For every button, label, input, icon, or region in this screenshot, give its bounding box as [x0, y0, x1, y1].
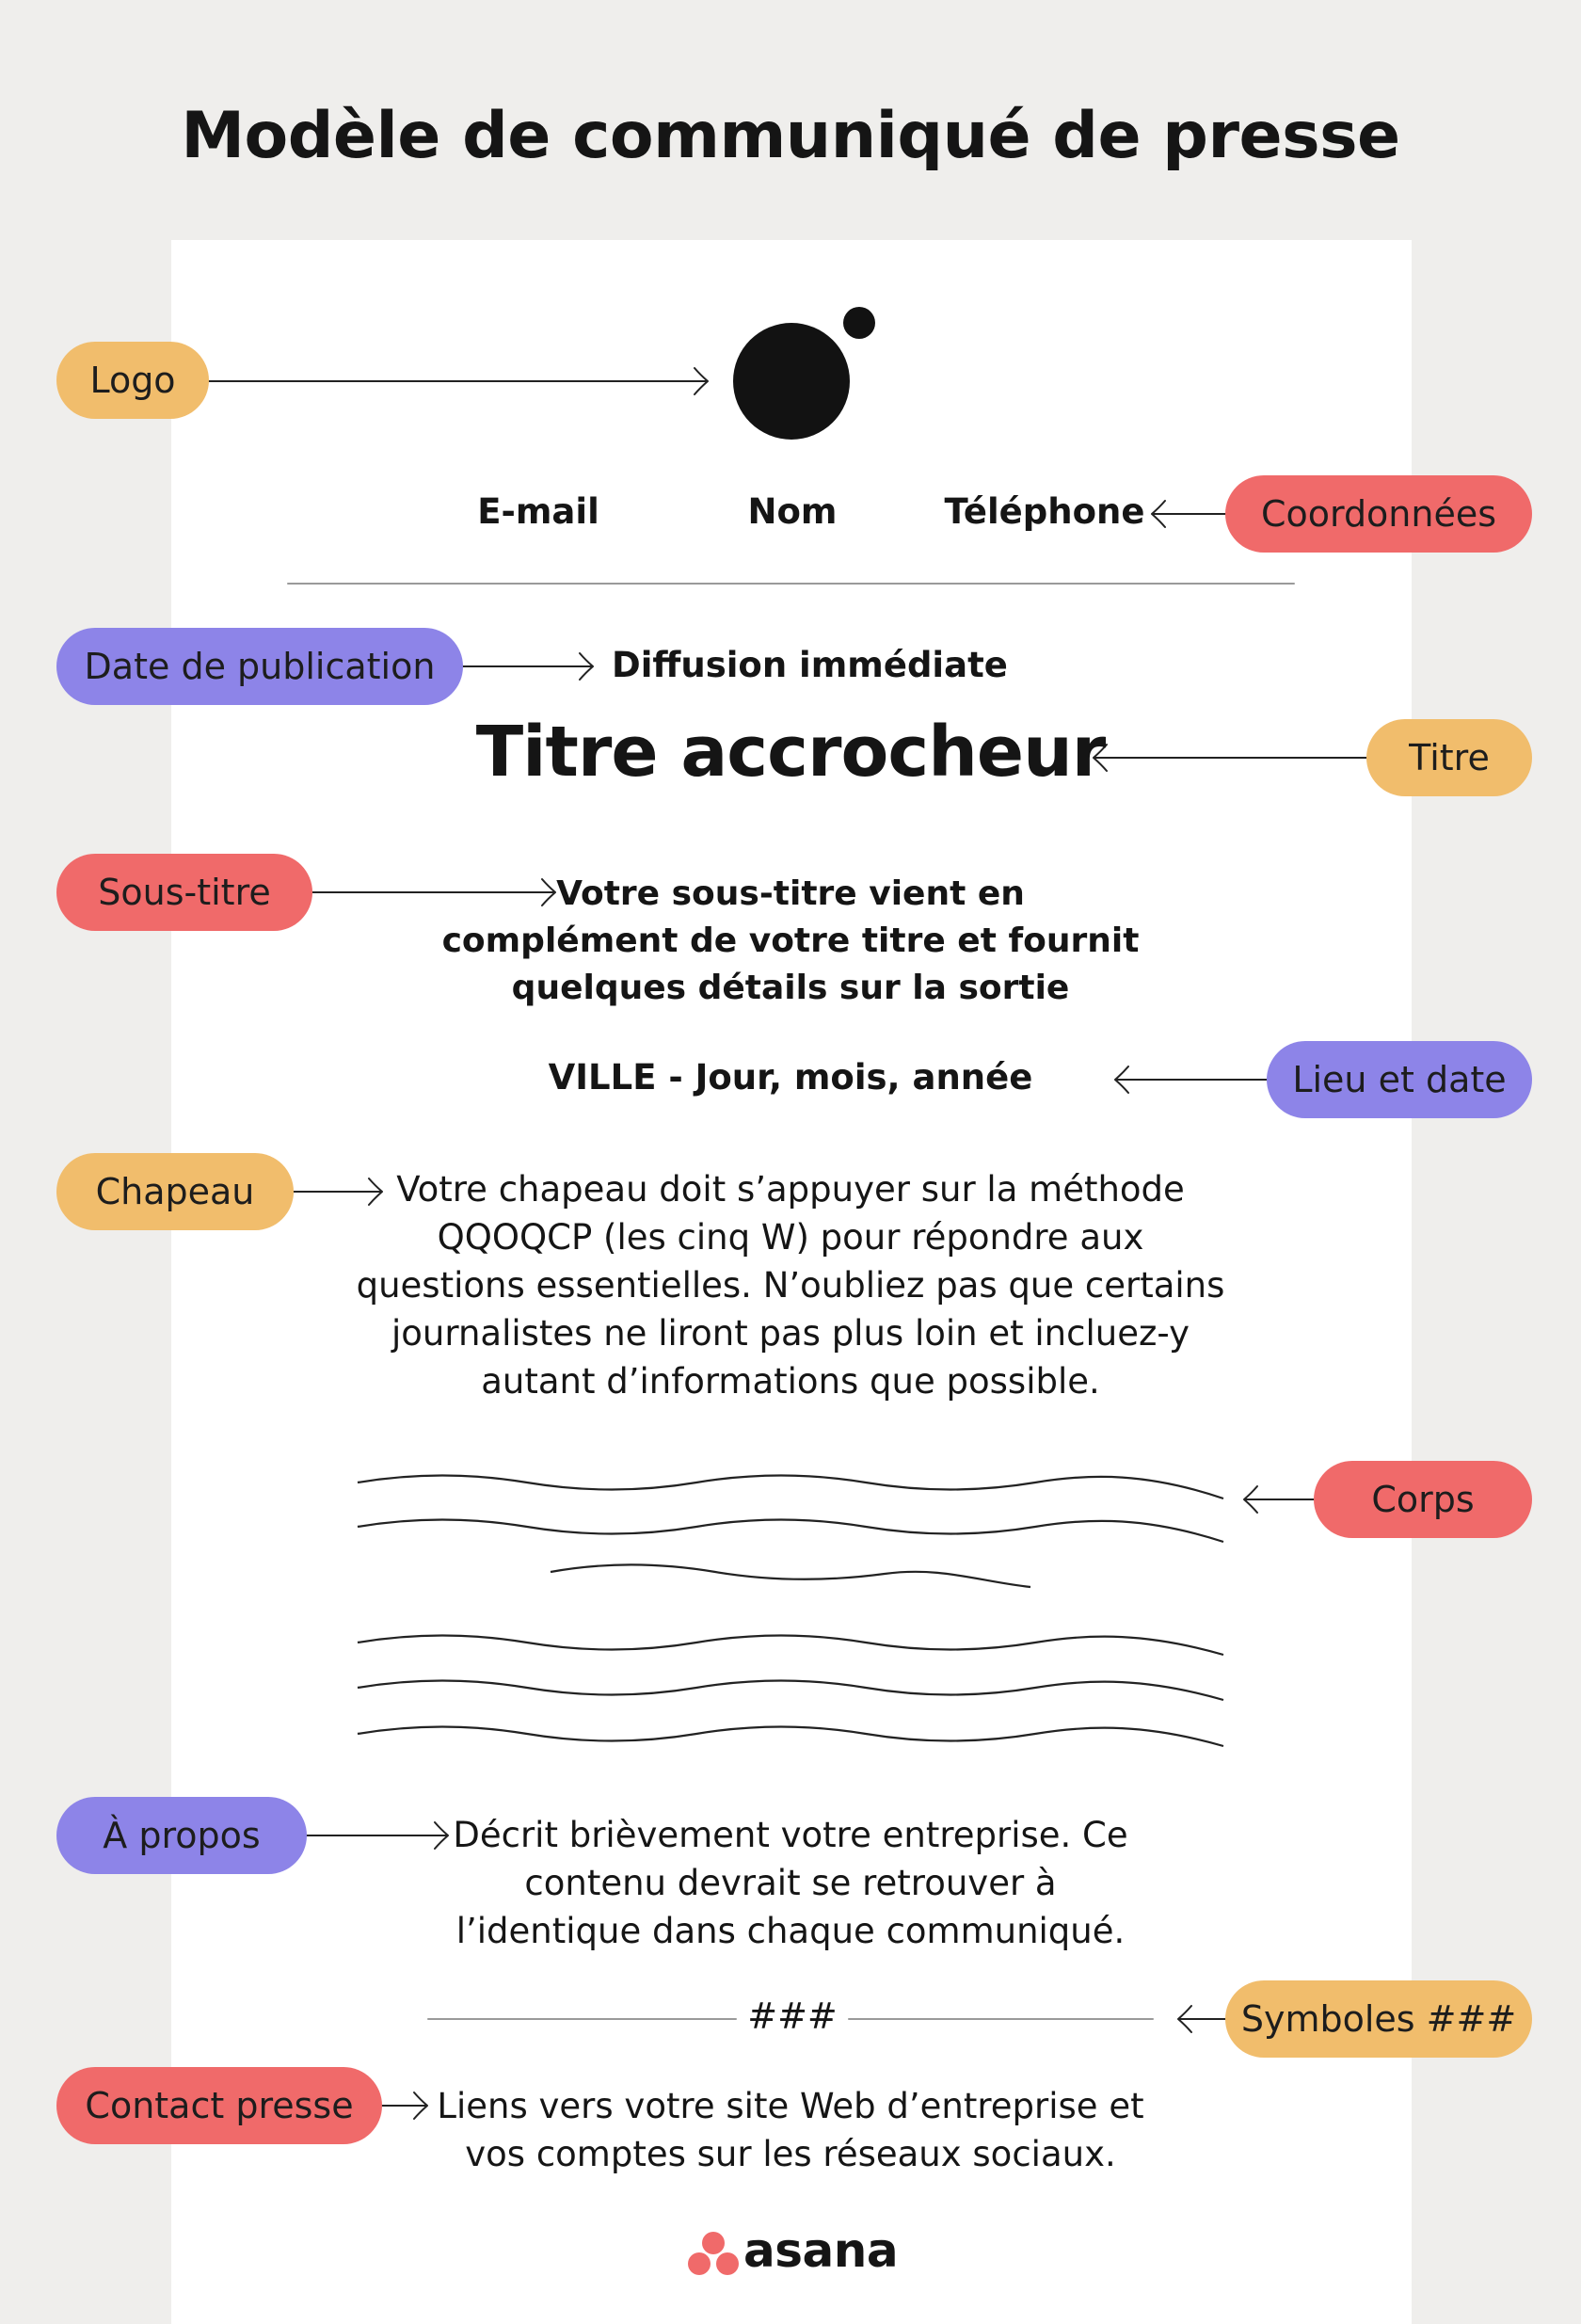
label-symboles: Symboles ### — [1225, 1980, 1532, 2058]
label-date-publication: Date de publication — [56, 628, 463, 705]
body-line — [358, 1520, 1223, 1543]
contact-email: E-mail — [477, 491, 599, 532]
about-line: contenu devrait se retrouver à — [524, 1863, 1057, 1903]
body-line — [358, 1476, 1223, 1499]
page-title: Modèle de communiqué de presse — [181, 99, 1400, 173]
contact-nom: Nom — [747, 491, 838, 532]
dateline: VILLE - Jour, mois, année — [548, 1057, 1033, 1098]
contact-line: Liens vers votre site Web d’entreprise et — [437, 2086, 1144, 2126]
lead-line: autant d’informations que possible. — [481, 1361, 1100, 1402]
label-sous-titre: Sous-titre — [56, 854, 312, 931]
contact-line: vos comptes sur les réseaux sociaux. — [465, 2134, 1116, 2174]
lead-line: Votre chapeau doit s’appuyer sur la méthode — [396, 1169, 1185, 1210]
label-corps: Corps — [1314, 1461, 1532, 1538]
subtitle-line: complément de votre titre et fournit — [441, 922, 1140, 960]
body-placeholder-lines — [358, 1476, 1223, 1747]
date-arrow — [463, 653, 593, 680]
circle-logo-icon — [733, 307, 875, 440]
body-line — [551, 1565, 1030, 1588]
label-a-propos: À propos — [56, 1797, 307, 1874]
label-contact-presse: Contact presse — [56, 2067, 382, 2144]
label-titre: Titre — [1366, 719, 1532, 796]
corps-arrow — [1244, 1486, 1314, 1513]
body-line — [358, 1727, 1223, 1747]
headline: Titre accrocheur — [475, 712, 1106, 793]
label-lieu-date: Lieu et date — [1267, 1041, 1532, 1118]
label-coordonnees: Coordonnées — [1225, 475, 1532, 553]
release-date: Diffusion immédiate — [612, 645, 1008, 685]
about-line: l’identique dans chaque communiqué. — [455, 1911, 1126, 1951]
subtitle-line: Votre sous-titre vient en — [556, 874, 1025, 913]
lead-line: journalistes ne liront pas plus loin et incluez-y — [391, 1313, 1190, 1354]
about-line: Décrit brièvement votre entreprise. Ce — [453, 1815, 1128, 1855]
coordonnees-arrow — [1152, 501, 1225, 527]
subtitle — [320, 871, 1261, 1012]
contact-telephone: Téléphone — [944, 491, 1145, 532]
logo-arrow — [209, 368, 708, 394]
lead-line: questions essentielles. N’oubliez pas que certains — [356, 1265, 1225, 1306]
subtitle-line: quelques détails sur la sortie — [511, 969, 1070, 1007]
lead-line: QQOQCP (les cinq W) pour répondre aux — [437, 1217, 1144, 1258]
asana-logo-icon — [688, 2232, 739, 2275]
label-logo: Logo — [56, 342, 209, 419]
brand-wordmark: asana — [743, 2223, 899, 2278]
body-line — [358, 1681, 1223, 1701]
body-line — [358, 1636, 1223, 1656]
label-chapeau: Chapeau — [56, 1153, 294, 1230]
contact-paragraph — [320, 2082, 1261, 2178]
symboles-arrow — [1178, 2006, 1225, 2032]
about-paragraph — [320, 1811, 1261, 1955]
end-symbols: ### — [747, 1995, 838, 2037]
lead-paragraph — [311, 1165, 1270, 1405]
